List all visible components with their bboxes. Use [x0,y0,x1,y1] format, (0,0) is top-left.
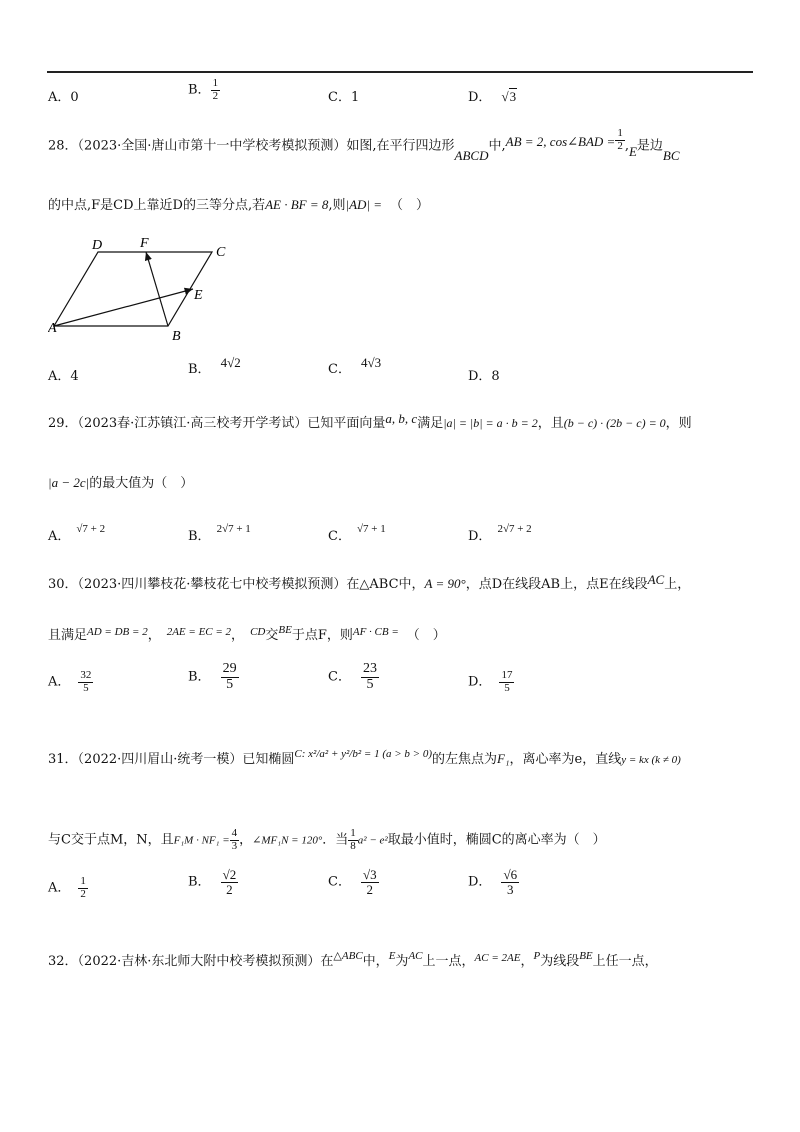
q29-option-b: B． $^{2√7 + 1}$ [188,523,251,544]
q30-line2: 且满足$^{AD = DB = 2}$， $^{2AE = EC = 2}$， $^{CD}$交$^{BE}$于点F，则$^{AF \cdot CB =}$ （ ） [48,624,446,643]
vector-bf [146,252,168,326]
q31-line1: 31．（2022·四川眉山·统考一模）已知椭圆$^{C: x^2/a^2 + y^2/b^2 = 1 (a > b > 0)}$的左焦点为F₁，离心率为e，直线y = kx (k ≠ 0) [48,748,681,767]
q30-option-a: A． $\frac{32}{5}$ [48,669,92,694]
q29-option-a: A． $^{√7 + 2}$ [48,523,106,544]
label-b: B [172,329,181,344]
q28-option-a: A．4 [48,369,79,384]
q31-option-d: D． $\frac{√6}{3}$ [468,867,518,897]
q27-option-c: C．1 [328,90,360,105]
q29-option-c: C． $^{√7 + 1}$ [328,523,386,544]
q29-option-d: D． $^{2√7 + 2}$ [468,523,532,544]
q30-line1: 30．（2023·四川攀枝花·攀枝花七中校考模拟预测）在△ABC中，A = 90°，点D在线段AB上，点E在线段AC上， [48,572,691,592]
q27-b-fraction: $\frac{1}{2}$ [212,77,219,102]
label-e: E [194,288,203,303]
parallelogram [54,252,212,326]
q28-figure [48,236,248,346]
q31-line2: 与C交于点M，N，且F₁M · NF₁ = $\frac{4}{3}$ ，∠MF₁N = 120°．当 $\frac{1}{8}$ a² − e²取最小值时，椭圆C的离心率为（ ） [48,827,606,852]
q28-option-d: D．8 [468,369,500,384]
label-d: D [92,238,103,253]
q31-option-a: A． $\frac{1}{2}$ [48,875,86,900]
q27-option-d: D． √3 [468,89,517,105]
q29-line2: |a − 2c|的最大值为（ ） [48,475,194,491]
label-a: A [48,321,57,336]
header-rule [47,71,753,73]
q31-option-b: B． $\frac{√2}{2}$ [188,867,237,897]
q28-option-b: B． 4√2 [188,355,241,377]
label-f: F [140,236,149,251]
label-c: C [216,245,226,260]
q27-option-b: B． $\frac{1}{2}$ [188,77,219,102]
q31-option-c: C． $\frac{√3}{2}$ [328,867,377,897]
q28-option-c: C． 4√3 [328,355,382,377]
q28-line2: 的中点,F是CD上靠近D的三等分点,若AE · BF = 8,则|AD| = （ ） [48,197,430,213]
q32-line1: 32．（2022·吉林·东北师大附中校考模拟预测）在$^{\triangle ABC}$中，$^E$为$^{AC}$上一点，$^{AC = 2AE}$，$^P$为线段$^{BE}$上任一点， [48,950,658,969]
q30-option-d: D． $\frac{17}{5}$ [468,669,513,694]
q27-option-a: A．0 [48,90,79,105]
q30-option-b: B． $\frac{29}{5}$ [188,661,237,692]
q28-line1: 28．（2023·全国·唐山市第十一中学校考模拟预测）如图,在平行四边形ABCD中,AB = 2, cos∠BAD = $\frac{1}{2}$ ,E是边BC [48,127,680,163]
vector-ae [54,289,193,326]
q30-option-c: C． $\frac{23}{5}$ [328,661,377,692]
q29-line1: 29．（2023春·江苏镇江·高三校考开学考试）已知平面向量a, b, c满足|a| = |b| = a · b = 2，且(b − c) · (2b − c) = 0，则 [48,411,692,431]
